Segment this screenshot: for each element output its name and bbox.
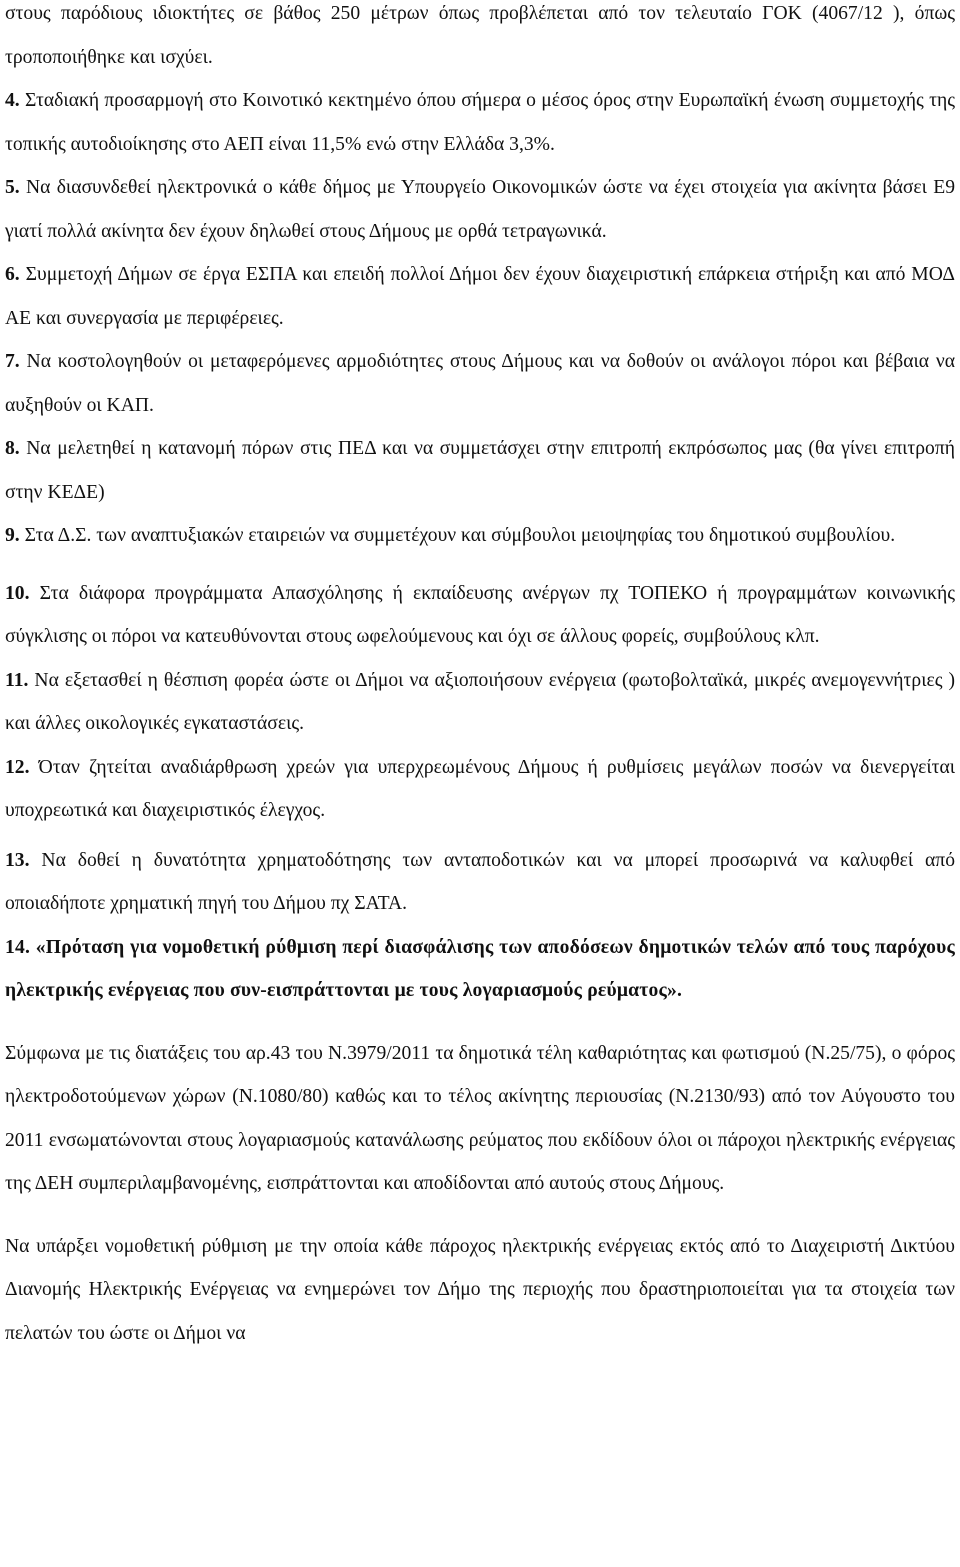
item-number: 8. xyxy=(5,438,20,459)
list-item-12 xyxy=(5,746,955,833)
item-number: 12. xyxy=(5,756,30,778)
item-text: «Πρόταση για νομοθετική ρύθμιση περί διασφάλισης των αποδόσεων δημοτικών τελών από τους παρόχους ηλεκτρικής ενέργειας που συν-εισπράττονται με τους λογαριασμούς ρεύματος». xyxy=(5,936,955,1001)
item-number: 11. xyxy=(5,669,29,691)
body-paragraph-1: Σύμφωνα με τις διατάξεις του αρ.43 του Ν.3979/2011 τα δημοτικά τέλη καθαριότητας και φωτισμού (Ν.25/75), ο φόρος ηλεκτροδοτούμενων χώρων (Ν.1080/80) καθώς και το τέλος ακίνητης περιουσίας (Ν.2130/93) από τον Αύγουστο του 2011 ενσωματώνονται στους λογαριασμούς κατανάλωσης ρεύματος που εκδίδουν όλοι οι πάροχοι ηλεκτρικής ενέργειας της ΔΕΗ συμπεριλαμβανομένης, εισπράττονται και αποδίδονται από αυτούς στους Δήμους. xyxy=(5,1042,955,1194)
list-item-5 xyxy=(5,166,955,253)
item-number: 13. xyxy=(5,849,30,871)
item-number: 9. xyxy=(5,525,20,546)
list-item-7 xyxy=(5,340,955,427)
item-number: 6. xyxy=(5,264,20,285)
item-number: 10. xyxy=(5,582,30,604)
list-item-13 xyxy=(5,839,955,926)
item-number: 14. xyxy=(5,936,31,958)
item-number: 7. xyxy=(5,351,20,372)
item-text: Σταδιακή προσαρμογή στο Κοινοτικό κεκτημένο όπου σήμερα ο μέσος όρος στην Ευρωπαϊκή ένωση συμμετοχής της τοπικής αυτοδιοίκησης στο ΑΕΠ είναι 11,5% ενώ στην Ελλάδα 3,3%. xyxy=(5,90,955,155)
list-item-9 xyxy=(5,514,955,558)
item-text: Να μελετηθεί η κατανομή πόρων στις ΠΕΔ και να συμμετάσχει στην επιτροπή εκπρόσωπος μας (θα γίνει επιτροπή στην ΚΕΔΕ) xyxy=(5,438,955,503)
item-text: Να εξετασθεί η θέσπιση φορέα ώστε οι Δήμοι να αξιοποιήσουν ενέργεια (φωτοβολταϊκά, μικρές ανεμογεννήτριες ) και άλλες οικολογικές εγκαταστάσεις. xyxy=(5,669,955,734)
item-text: Στα διάφορα προγράμματα Απασχόλησης ή εκπαίδευσης ανέργων πχ ΤΟΠΕΚΟ ή προγραμμάτων κοινωνικής σύγκλισης οι πόροι να κατευθύνονται στους ωφελούμενους και όχι σε άλλους φορείς, συμβούλους κλπ. xyxy=(5,582,955,647)
list-item-14 xyxy=(5,926,955,1013)
item-text: Να κοστολογηθούν οι μεταφερόμενες αρμοδιότητες στους Δήμους και να δοθούν οι ανάλογοι πόροι και βέβαια να αυξηθούν οι ΚΑΠ. xyxy=(5,351,955,416)
list-item-11 xyxy=(5,659,955,746)
list-item-6 xyxy=(5,253,955,340)
list-item-8 xyxy=(5,427,955,514)
intro-paragraph: στους παρόδιους ιδιοκτήτες σε βάθος 250 μέτρων όπως προβλέπεται από τον τελευταίο ΓΟΚ (4067/12 ), όπως τροποποιήθηκε και ισχύει. xyxy=(5,3,955,68)
body-paragraph-2: Να υπάρξει νομοθετική ρύθμιση με την οποία κάθε πάροχος ηλεκτρικής ενέργειας εκτός από το Διαχειριστή Δικτύου Διανομής Ηλεκτρικής Ενέργειας να ενημερώνει τον Δήμο της περιοχής που δραστηριοποιείται για τα στοιχεία των πελατών του ώστε οι Δήμοι να xyxy=(5,1235,955,1344)
item-text: Συμμετοχή Δήμων σε έργα ΕΣΠΑ και επειδή πολλοί Δήμοι δεν έχουν διαχειριστική επάρκεια στήριξη και από ΜΟΔ ΑΕ και συνεργασία με περιφέρειες. xyxy=(5,264,955,329)
item-text: Όταν ζητείται αναδιάρθρωση χρεών για υπερχρεωμένους Δήμους ή ρυθμίσεις μεγάλων ποσών να διενεργείται υποχρεωτικά και διαχειριστικός έλεγχος. xyxy=(5,756,955,821)
item-text: Στα Δ.Σ. των αναπτυξιακών εταιρειών να συμμετέχουν και σύμβουλοι μειοψηφίας του δημοτικού συμβουλίου. xyxy=(19,525,896,546)
item-number: 4. xyxy=(5,90,20,111)
list-item-10 xyxy=(5,572,955,659)
item-number: 5. xyxy=(5,177,20,198)
document-page xyxy=(5,0,955,1355)
item-text: Να δοθεί η δυνατότητα χρηματοδότησης των ανταποδοτικών και να μπορεί προσωρινά να καλυφθεί από οποιαδήποτε χρηματική πηγή του Δήμου πχ ΣΑΤΑ. xyxy=(5,849,955,914)
list-item-4 xyxy=(5,79,955,166)
item-text: Να διασυνδεθεί ηλεκτρονικά ο κάθε δήμος με Υπουργείο Οικονομικών ώστε να έχει στοιχεία για ακίνητα βάσει Ε9 γιατί πολλά ακίνητα δεν έχουν δηλωθεί στους Δήμους με ορθά τετραγωνικά. xyxy=(5,177,955,242)
